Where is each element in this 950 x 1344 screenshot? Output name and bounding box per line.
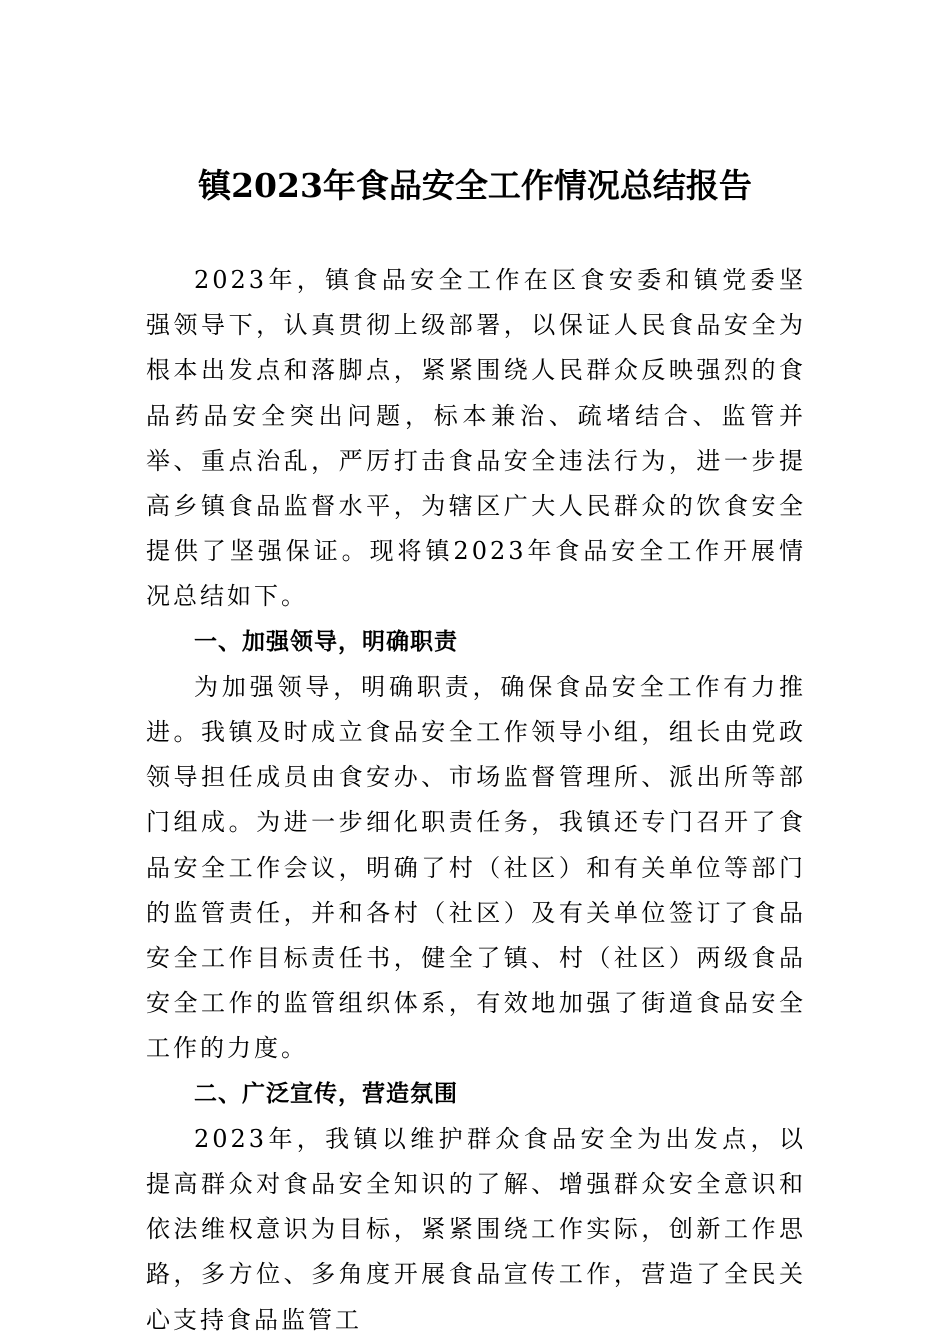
intro-paragraph: 2023年，镇食品安全工作在区食安委和镇党委坚强领导下，认真贯彻上级部署，以保证人民食品安全为根本出发点和落脚点，紧紧围绕人民群众反映强烈的食品药品安全突出问题，标本兼治、疏堵结合、监管并举、重点治乱，严厉打击食品安全违法行为，进一步提高乡镇食品监督水平，为辖区广大人民群众的饮食安全提供了坚强保证。现将镇2023年食品安全工作开展情况总结如下。: [146, 266, 806, 611]
document-title: 镇2023年食品安全工作情况总结报告: [198, 166, 752, 205]
section-1-paragraph: 为加强领导，明确职责，确保食品安全工作有力推进。我镇及时成立食品安全工作领导小组，组长由党政领导担任成员由食安办、市场监督管理所、派出所等部门组成。为进一步细化职责任务，我镇还专门召开了食品安全工作会议，明确了村（社区）和有关单位等部门的监管责任，并和各村（社区）及有关单位签订了食品安全工作目标责任书，健全了镇、村（社区）两级食品安全工作的监管组织体系，有效地加强了街道食品安全工作的力度。: [146, 672, 806, 1063]
section-heading-1: 一、加强领导，明确职责: [194, 628, 458, 655]
document-body: [146, 258, 806, 1343]
section-heading-2: 二、广泛宣传，营造氛围: [194, 1080, 458, 1107]
section-2-paragraph: 2023年，我镇以维护群众食品安全为出发点，以提高群众对食品安全知识的了解、增强群众安全意识和依法维权意识为目标，紧紧围绕工作实际，创新工作思路，多方位、多角度开展食品宣传工作，营造了全民关心支持食品监管工: [146, 1124, 806, 1334]
